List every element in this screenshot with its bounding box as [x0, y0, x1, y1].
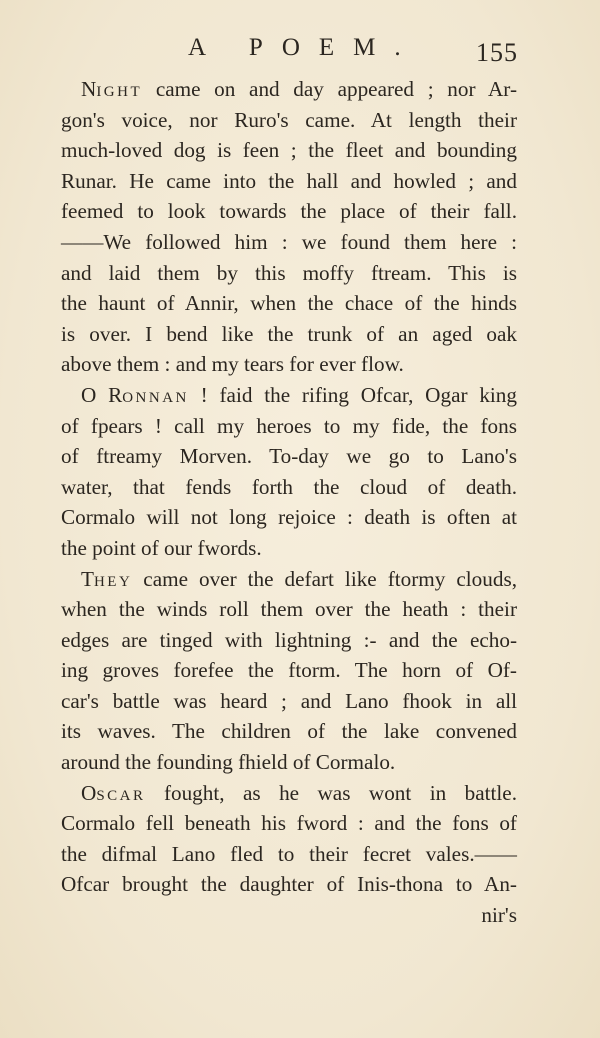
text-line: ing groves forefee the ftorm. The horn of Of- — [61, 658, 517, 683]
text-line — [61, 380, 517, 411]
lead-small-caps: IGHT — [96, 84, 143, 100]
paragraph — [61, 778, 517, 900]
paragraph — [61, 564, 517, 778]
text-line: much-loved dog is feen ; the fleet and bounding — [61, 138, 517, 163]
page-header — [0, 30, 600, 70]
text-line: above them : and my tears for ever flow. — [61, 352, 404, 377]
lead-capital: O — [81, 780, 97, 805]
text-line — [61, 778, 517, 809]
text-line: the difmal Lano fled to their fecret vales.—— — [61, 841, 517, 866]
text-line: its waves. The children of the lake convened — [61, 719, 517, 744]
text-line: ——We followed him : we found them here : — [61, 229, 517, 254]
text-line: around the founding fhield of Cormalo. — [61, 750, 396, 775]
text-line: of ftreamy Morven. To-day we go to Lano's — [61, 444, 517, 469]
text-line: gon's voice, nor Ruro's came. At length their — [61, 107, 517, 132]
line-text: ! faid the rifing Ofcar, Ogar king — [188, 382, 517, 407]
text-line: Cormalo will not long rejoice : death is often at — [61, 505, 517, 530]
page-number: 155 — [476, 38, 518, 67]
text-line: feemed to look towards the place of their fall. — [61, 199, 517, 224]
text-line: the point of our fwords. — [61, 535, 262, 560]
lead-small-caps: ONNAN — [122, 389, 189, 406]
body-text — [61, 74, 517, 931]
lead-capital: N — [81, 77, 97, 101]
lead-capital: T — [81, 566, 94, 591]
line-text: fought, as he was wont in battle. — [145, 780, 517, 805]
text-line: Ofcar brought the daughter of Inis-thona to An- — [61, 872, 517, 897]
text-line: car's battle was heard ; and Lano fhook in all — [61, 688, 517, 713]
text-line: of fpears ! call my heroes to my fide, the fons — [61, 413, 517, 438]
line-text: came on and day appeared ; nor Ar- — [142, 77, 517, 101]
running-head: A POEM. — [188, 34, 420, 61]
catchword: nir's — [481, 903, 517, 928]
text-line — [61, 564, 517, 595]
text-line: water, that fends forth the cloud of death. — [61, 474, 517, 499]
lead-capital: O R — [81, 382, 123, 407]
text-line: and laid them by this moffy ftream. This is — [61, 260, 517, 285]
line-text: came over the defart like ftormy clouds, — [132, 566, 517, 591]
text-line: is over. I bend like the trunk of an aged oak — [61, 321, 517, 346]
paragraph — [61, 380, 517, 564]
text-line: when the winds roll them over the heath : their — [61, 597, 517, 622]
text-line: Runar. He came into the hall and howled ; and — [61, 168, 517, 193]
text-line: edges are tinged with lightning :- and the echo- — [61, 627, 517, 652]
lead-small-caps: SCAR — [96, 787, 146, 804]
lead-small-caps: HEY — [93, 573, 133, 590]
text-line: Cormalo fell beneath his fword : and the fons of — [61, 811, 517, 836]
paragraph — [61, 74, 517, 380]
text-line: the haunt of Annir, when the chace of the hinds — [61, 291, 517, 316]
text-line — [61, 74, 517, 105]
